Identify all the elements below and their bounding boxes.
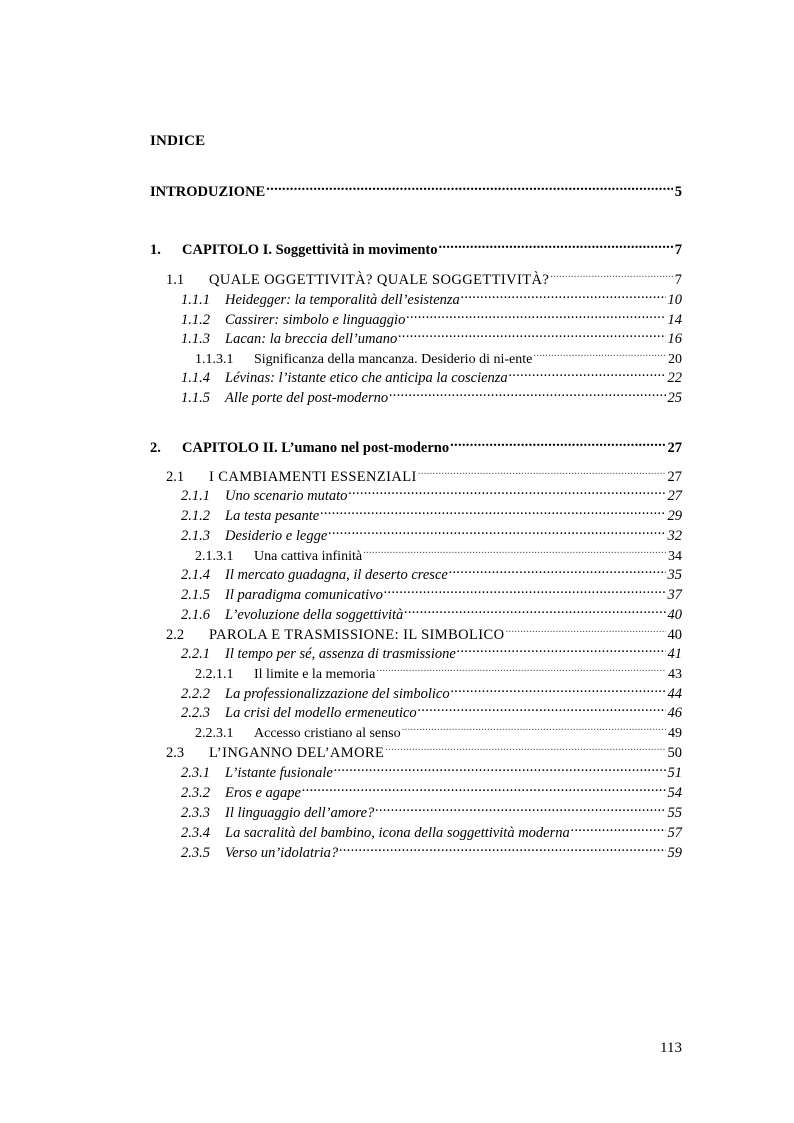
toc-entry-number: 2.3.3 [181,805,210,821]
toc-entry-page: 25 [667,390,682,406]
toc-entry-title: Il linguaggio dell’amore? [225,805,375,821]
toc-entry-number: 1. [150,242,161,258]
toc-entry-page: 29 [667,508,682,524]
toc-entry-page: 55 [667,805,682,821]
toc-entry-number: 2.3.2 [181,785,210,801]
toc-entry-title: Desiderio e legge [225,528,328,544]
toc-entry-page: 14 [667,312,682,328]
toc-entry-title: Alle porte del post-moderno [225,390,389,406]
toc-entry-number: 2.1.2 [181,508,210,524]
toc-entry-page: 34 [668,549,682,564]
toc-entry-page: 46 [667,705,682,721]
toc-entry-title: PAROLA E TRASMISSIONE: IL SIMBOLICO [209,627,505,643]
toc-entry[interactable] [150,599,682,623]
dot-leader [456,638,666,658]
toc-entry-title: La professionalizzazione del simbolico [225,686,450,702]
toc-entry-number: 2. [150,440,161,456]
dot-leader [333,757,666,777]
toc-entry-page: 7 [674,242,682,258]
toc-entry[interactable] [150,678,682,702]
toc-entry[interactable] [150,176,682,200]
toc-entry-title: I CAMBIAMENTI ESSENZIALI [209,469,417,485]
toc-entry-page: 10 [667,292,682,308]
toc-entry-number: 2.3 [166,745,185,761]
toc-entry-number: 1.1.3 [181,331,210,347]
toc-entry-page: 40 [667,607,682,623]
toc-entry-title: Lacan: la breccia dell’umano [225,331,398,347]
toc-entry-title: L’istante fusionale [225,765,333,781]
dot-leader [397,323,665,343]
page-number: 113 [660,1040,682,1056]
toc-entry[interactable] [150,540,682,564]
toc-entry-page: 20 [668,352,682,367]
toc-entry[interactable] [150,234,682,258]
toc-entry-number: 2.2.2 [181,686,210,702]
toc-entry-number: 2.1.5 [181,587,210,603]
toc-entry-number: 2.1.3 [181,528,210,544]
toc-entry-number: 2.2 [166,627,185,643]
dot-leader [301,777,666,797]
dot-leader [504,619,665,639]
dot-leader [508,362,666,382]
toc-entry-number: 2.2.1.1 [195,667,234,682]
toc-entry-number: 2.1.6 [181,607,210,623]
dot-leader [388,382,665,402]
toc-entry-page: 41 [667,646,682,662]
toc-entry[interactable] [150,797,682,821]
toc-entry[interactable] [150,717,682,741]
dot-leader [401,717,666,737]
toc-entry[interactable] [150,837,682,861]
dot-leader [448,559,666,579]
toc-entry-title: Eros e agape [225,785,301,801]
dot-leader [450,678,666,698]
dot-leader [449,432,665,452]
toc-entry[interactable] [150,619,682,643]
page-title: INDICE [150,133,206,149]
toc-entry-page: 50 [667,745,682,761]
toc-entry-page: 57 [667,825,682,841]
toc-entry-number: 2.2.1 [181,646,210,662]
toc-entry-title: La testa pesante [225,508,320,524]
toc-entry-number: 1.1.1 [181,292,210,308]
dot-leader [319,500,665,520]
toc-entry-number: 2.2.3 [181,705,210,721]
toc-entry-title: Il tempo per sé, assenza di trasmissione [225,646,456,662]
toc-entry-title: Uno scenario mutato [225,488,348,504]
toc-entry-title: Lévinas: l’istante etico che anticipa la coscienza [225,370,508,386]
toc-entry-title: Heidegger: la temporalità dell’esistenza [225,292,460,308]
dot-leader [570,817,666,837]
toc-entry[interactable] [150,461,682,485]
toc-entry[interactable] [150,777,682,801]
toc-entry[interactable] [150,362,682,386]
toc-entry-page: 27 [667,440,682,456]
dot-leader [375,658,666,678]
toc-entry-title: Il limite e la memoria [254,667,376,682]
dot-leader [384,737,665,757]
toc-entry[interactable] [150,638,682,662]
dot-leader [383,579,666,599]
dot-leader [532,343,666,363]
toc-entry-number: 2.1.4 [181,567,210,583]
toc-entry[interactable] [150,480,682,504]
toc-entry-title: Verso un’idolatria? [225,845,339,861]
toc-entry[interactable] [150,304,682,328]
toc-entry-page: 44 [667,686,682,702]
toc-entry-title: Il paradigma comunicativo [225,587,383,603]
dot-leader [403,599,665,619]
dot-leader [374,797,665,817]
toc-entry-number: 1.1.3.1 [195,352,234,367]
toc-entry-title: La crisi del modello ermeneutico [225,705,417,721]
toc-entry-title: QUALE OGGETTIVITÀ? QUALE SOGGETTIVITÀ? [209,272,550,288]
toc-entry-page: 22 [667,370,682,386]
toc-entry-title: INTRODUZIONE [150,184,266,200]
dot-leader [438,234,673,254]
toc-entry[interactable] [150,697,682,721]
toc-entry-title: Una cattiva infinità [254,549,363,564]
toc-entry-number: 2.3.5 [181,845,210,861]
toc-entry-page: 51 [667,765,682,781]
toc-entry-title: CAPITOLO II. L’umano nel post-moderno [182,440,450,456]
toc-entry-number: 2.1.3.1 [195,549,234,564]
dot-leader [460,284,666,304]
toc-entry-page: 37 [667,587,682,603]
toc-entry-title: L’INGANNO DEL’AMORE [209,745,385,761]
toc-entry[interactable] [150,343,682,367]
toc-entry[interactable] [150,284,682,308]
toc-entry-page: 32 [667,528,682,544]
toc-entry-number: 1.1 [166,272,185,288]
toc-entry-number: 1.1.4 [181,370,210,386]
toc-entry-page: 59 [667,845,682,861]
toc-entry-page: 43 [668,667,682,682]
dot-leader [347,480,665,500]
toc-entry-page: 27 [667,469,682,485]
toc-entry-page: 5 [674,184,682,200]
toc-entry[interactable] [150,757,682,781]
dot-leader [265,176,673,196]
toc-entry-number: 2.1.1 [181,488,210,504]
dot-leader [417,697,666,717]
dot-leader [549,264,673,284]
toc-entry-title: Il mercato guadagna, il deserto cresce [225,567,448,583]
toc-entry-page: 27 [667,488,682,504]
toc-entry-number: 1.1.5 [181,390,210,406]
toc-entry-page: 7 [674,272,682,288]
toc-entry-page: 54 [667,785,682,801]
toc-entry[interactable] [150,737,682,761]
dot-leader [405,304,665,324]
toc-entry-page: 16 [667,331,682,347]
toc-entry[interactable] [150,264,682,288]
toc-entry[interactable] [150,559,682,583]
toc-entry-title: La sacralità del bambino, icona della soggettività moderna [225,825,570,841]
dot-leader [338,837,665,857]
toc-entry-page: 49 [668,726,682,741]
toc-entry-number: 2.1 [166,469,185,485]
dot-leader [417,461,666,481]
dot-leader [362,540,666,560]
toc-entry-title: Significanza della mancanza. Desiderio di ni-ente [254,352,533,367]
dot-leader [327,520,665,540]
toc-entry-number: 2.3.4 [181,825,210,841]
toc-entry[interactable] [150,520,682,544]
toc-entry[interactable] [150,323,682,347]
toc-entry-title: Accesso cristiano al senso [254,726,401,741]
toc-entry-number: 1.1.2 [181,312,210,328]
toc-entry[interactable] [150,817,682,841]
toc-entry-title: L’evoluzione della soggettività [225,607,404,623]
toc-entry[interactable] [150,500,682,524]
toc-entry-page: 40 [667,627,682,643]
toc-entry[interactable] [150,658,682,682]
toc-entry[interactable] [150,382,682,406]
toc-entry-number: 2.2.3.1 [195,726,234,741]
toc-entry-title: Cassirer: simbolo e linguaggio [225,312,406,328]
toc-entry-title: CAPITOLO I. Soggettività in movimento [182,242,438,258]
toc-entry[interactable] [150,432,682,456]
toc-entry-page: 35 [667,567,682,583]
toc-entry[interactable] [150,579,682,603]
toc-entry-number: 2.3.1 [181,765,210,781]
